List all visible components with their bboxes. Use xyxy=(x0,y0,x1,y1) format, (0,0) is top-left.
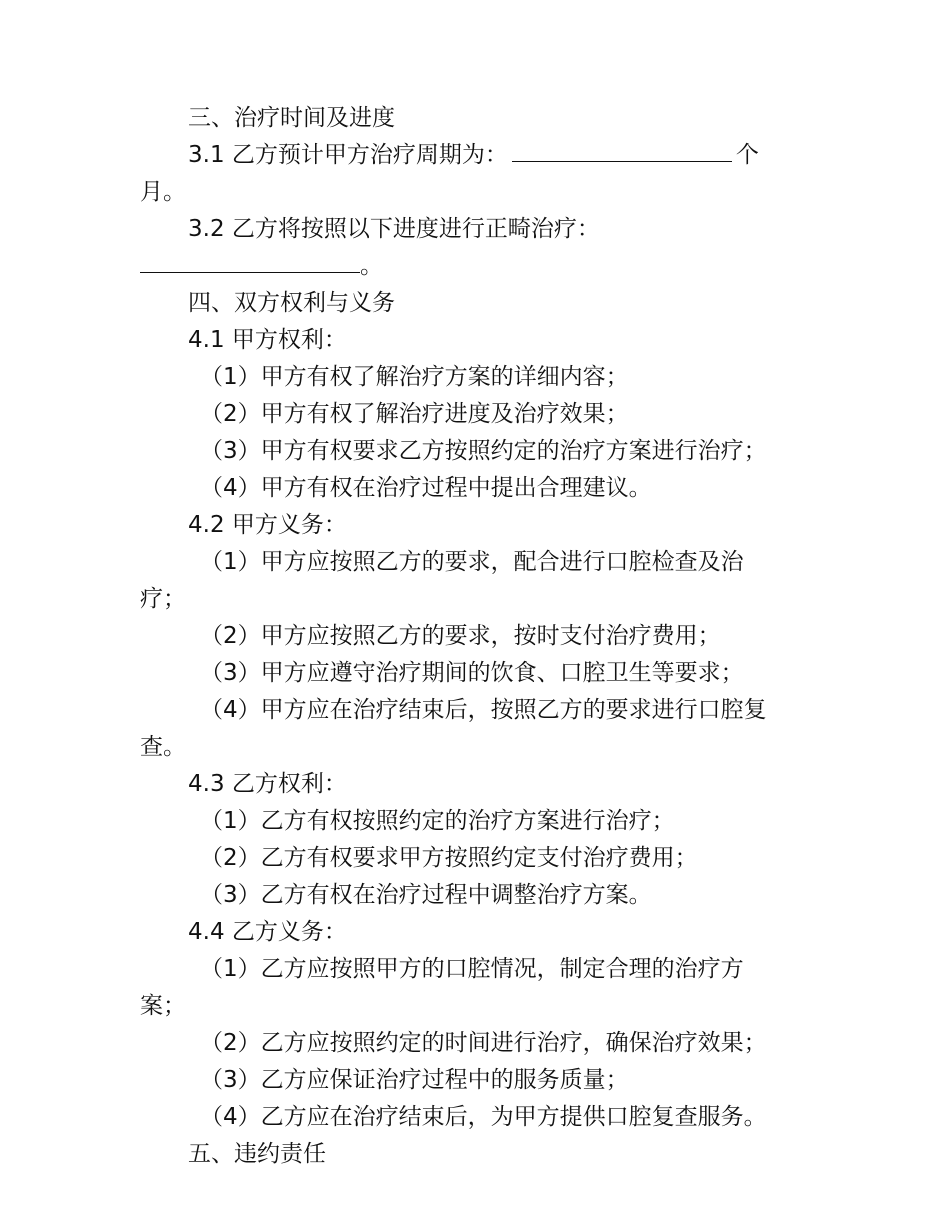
section-5-heading: 五、违约责任 xyxy=(188,1141,326,1167)
list-item: （3）乙方有权在治疗过程中调整治疗方案。 xyxy=(200,882,652,908)
list-item: （1）乙方有权按照约定的治疗方案进行治疗； xyxy=(200,808,675,834)
list-item: （3）乙方应保证治疗过程中的服务质量； xyxy=(200,1067,629,1093)
section-3-heading: 三、治疗时间及进度 xyxy=(188,105,395,131)
clause-3-2-end: 。 xyxy=(360,253,383,279)
treatment-period-blank[interactable] xyxy=(512,139,732,162)
list-item: （3）甲方有权要求乙方按照约定的治疗方案进行治疗； xyxy=(200,438,767,464)
list-item: （2）乙方有权要求甲方按照约定支付治疗费用； xyxy=(200,845,698,871)
treatment-schedule-blank[interactable] xyxy=(140,250,360,273)
list-item: （4）甲方有权在治疗过程中提出合理建议。 xyxy=(200,475,652,501)
list-item: （2）乙方应按照约定的时间进行治疗，确保治疗效果； xyxy=(200,1030,767,1056)
clause-3-1-prefix: 3.1 乙方预计甲方治疗周期为： xyxy=(188,142,508,168)
clause-3-1 xyxy=(140,137,810,211)
clause-4-3-title: 4.3 乙方权利： xyxy=(188,771,347,797)
list-item: （3）甲方应遵守治疗期间的饮食、口腔卫生等要求； xyxy=(200,660,744,686)
clause-4-4-title: 4.4 乙方义务： xyxy=(188,919,347,945)
section-4-heading: 四、双方权利与义务 xyxy=(188,290,395,316)
clause-3-2-text: 3.2 乙方将按照以下进度进行正畸治疗： xyxy=(188,216,600,242)
list-item: （2）甲方应按照乙方的要求，按时支付治疗费用； xyxy=(200,623,721,649)
clause-3-1-suffix: 个 xyxy=(735,142,759,168)
list-item: （2）甲方有权了解治疗进度及治疗效果； xyxy=(200,401,629,427)
list-item: （1）甲方有权了解治疗方案的详细内容； xyxy=(200,364,629,390)
list-item: （4）乙方应在治疗结束后，为甲方提供口腔复查服务。 xyxy=(200,1104,767,1130)
list-item: （1）乙方应按照甲方的口腔情况，制定合理的治疗方 案； xyxy=(140,956,744,1019)
list-item: （4）甲方应在治疗结束后，按照乙方的要求进行口腔复 查。 xyxy=(140,697,767,760)
list-item: （1）甲方应按照乙方的要求，配合进行口腔检查及治 疗； xyxy=(140,549,744,612)
clause-4-1-title: 4.1 甲方权利： xyxy=(188,327,347,353)
clause-3-2 xyxy=(140,211,810,285)
clause-3-1-wrap: 月。 xyxy=(140,179,186,205)
document-page xyxy=(140,100,810,1173)
clause-4-2-title: 4.2 甲方义务： xyxy=(188,512,347,538)
